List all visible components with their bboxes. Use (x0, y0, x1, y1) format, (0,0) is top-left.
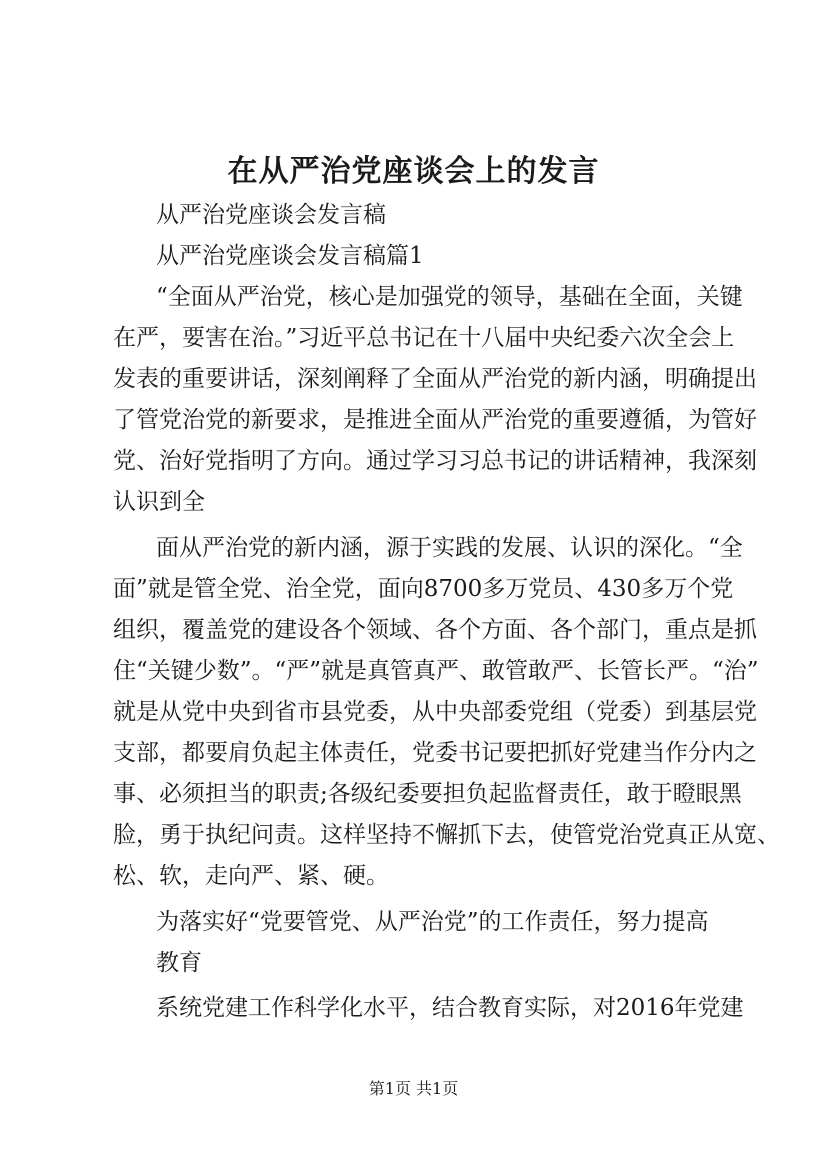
paragraph-line: 在严，要害在治。”习近平总书记在十八届中央纪委六次全会上 (113, 325, 735, 351)
paragraph-line: 为落实好“党要管党、从严治党”的工作责任，努力提高 (156, 909, 709, 935)
paragraph-line: 住“关键少数”。“严”就是真管真严、敢管敢严、长管长严。“治” (113, 658, 759, 684)
paragraph-line: 面”就是管全党、治全党，面向8700多万党员、430多万个党 (113, 576, 734, 602)
paragraph-line: 了管党治党的新要求，是推进全面从严治党的重要遵循，为管好 (113, 407, 757, 433)
paragraph-line: 系统党建工作科学化水平，结合教育实际，对2016年党建 (156, 995, 744, 1021)
paragraph-line: 组织，覆盖党的建设各个领域、各个方面、各个部门，重点是抓 (113, 617, 757, 643)
paragraph-line: 支部，都要肩负起主体责任，党委书记要把抓好党建当作分内之 (113, 740, 757, 766)
subtitle-1: 从严治党座谈会发言稿 (156, 202, 386, 228)
subtitle-2: 从严治党座谈会发言稿篇1 (156, 243, 424, 269)
paragraph-line: 事、必须担当的职责;各级纪委要担负起监督责任，敢于瞪眼黑 (113, 781, 742, 807)
paragraph-line: 教育 (156, 950, 202, 976)
paragraph-line: 认识到全 (113, 489, 205, 515)
document-title: 在从严治党座谈会上的发言 (227, 154, 600, 189)
paragraph-line: 脸，勇于执纪问责。这样坚持不懈抓下去，使管党治党真正从宽、 (113, 822, 780, 848)
paragraph-line: 党、治好党指明了方向。通过学习习总书记的讲话精神，我深刻 (113, 448, 757, 474)
paragraph-line: 面从严治党的新内涵，源于实践的发展、认识的深化。“全 (156, 535, 743, 561)
paragraph-line: 松、软，走向严、紧、硬。 (113, 863, 389, 889)
page-footer: 第1页 共1页 (368, 1079, 459, 1098)
paragraph-line: 就是从党中央到省市县党委，从中央部委党组（党委）到基层党 (113, 699, 757, 725)
paragraph-line: 发表的重要讲话，深刻阐释了全面从严治党的新内涵，明确提出 (113, 366, 757, 392)
paragraph-line: “全面从严治党，核心是加强党的领导，基础在全面，关键 (156, 284, 743, 310)
